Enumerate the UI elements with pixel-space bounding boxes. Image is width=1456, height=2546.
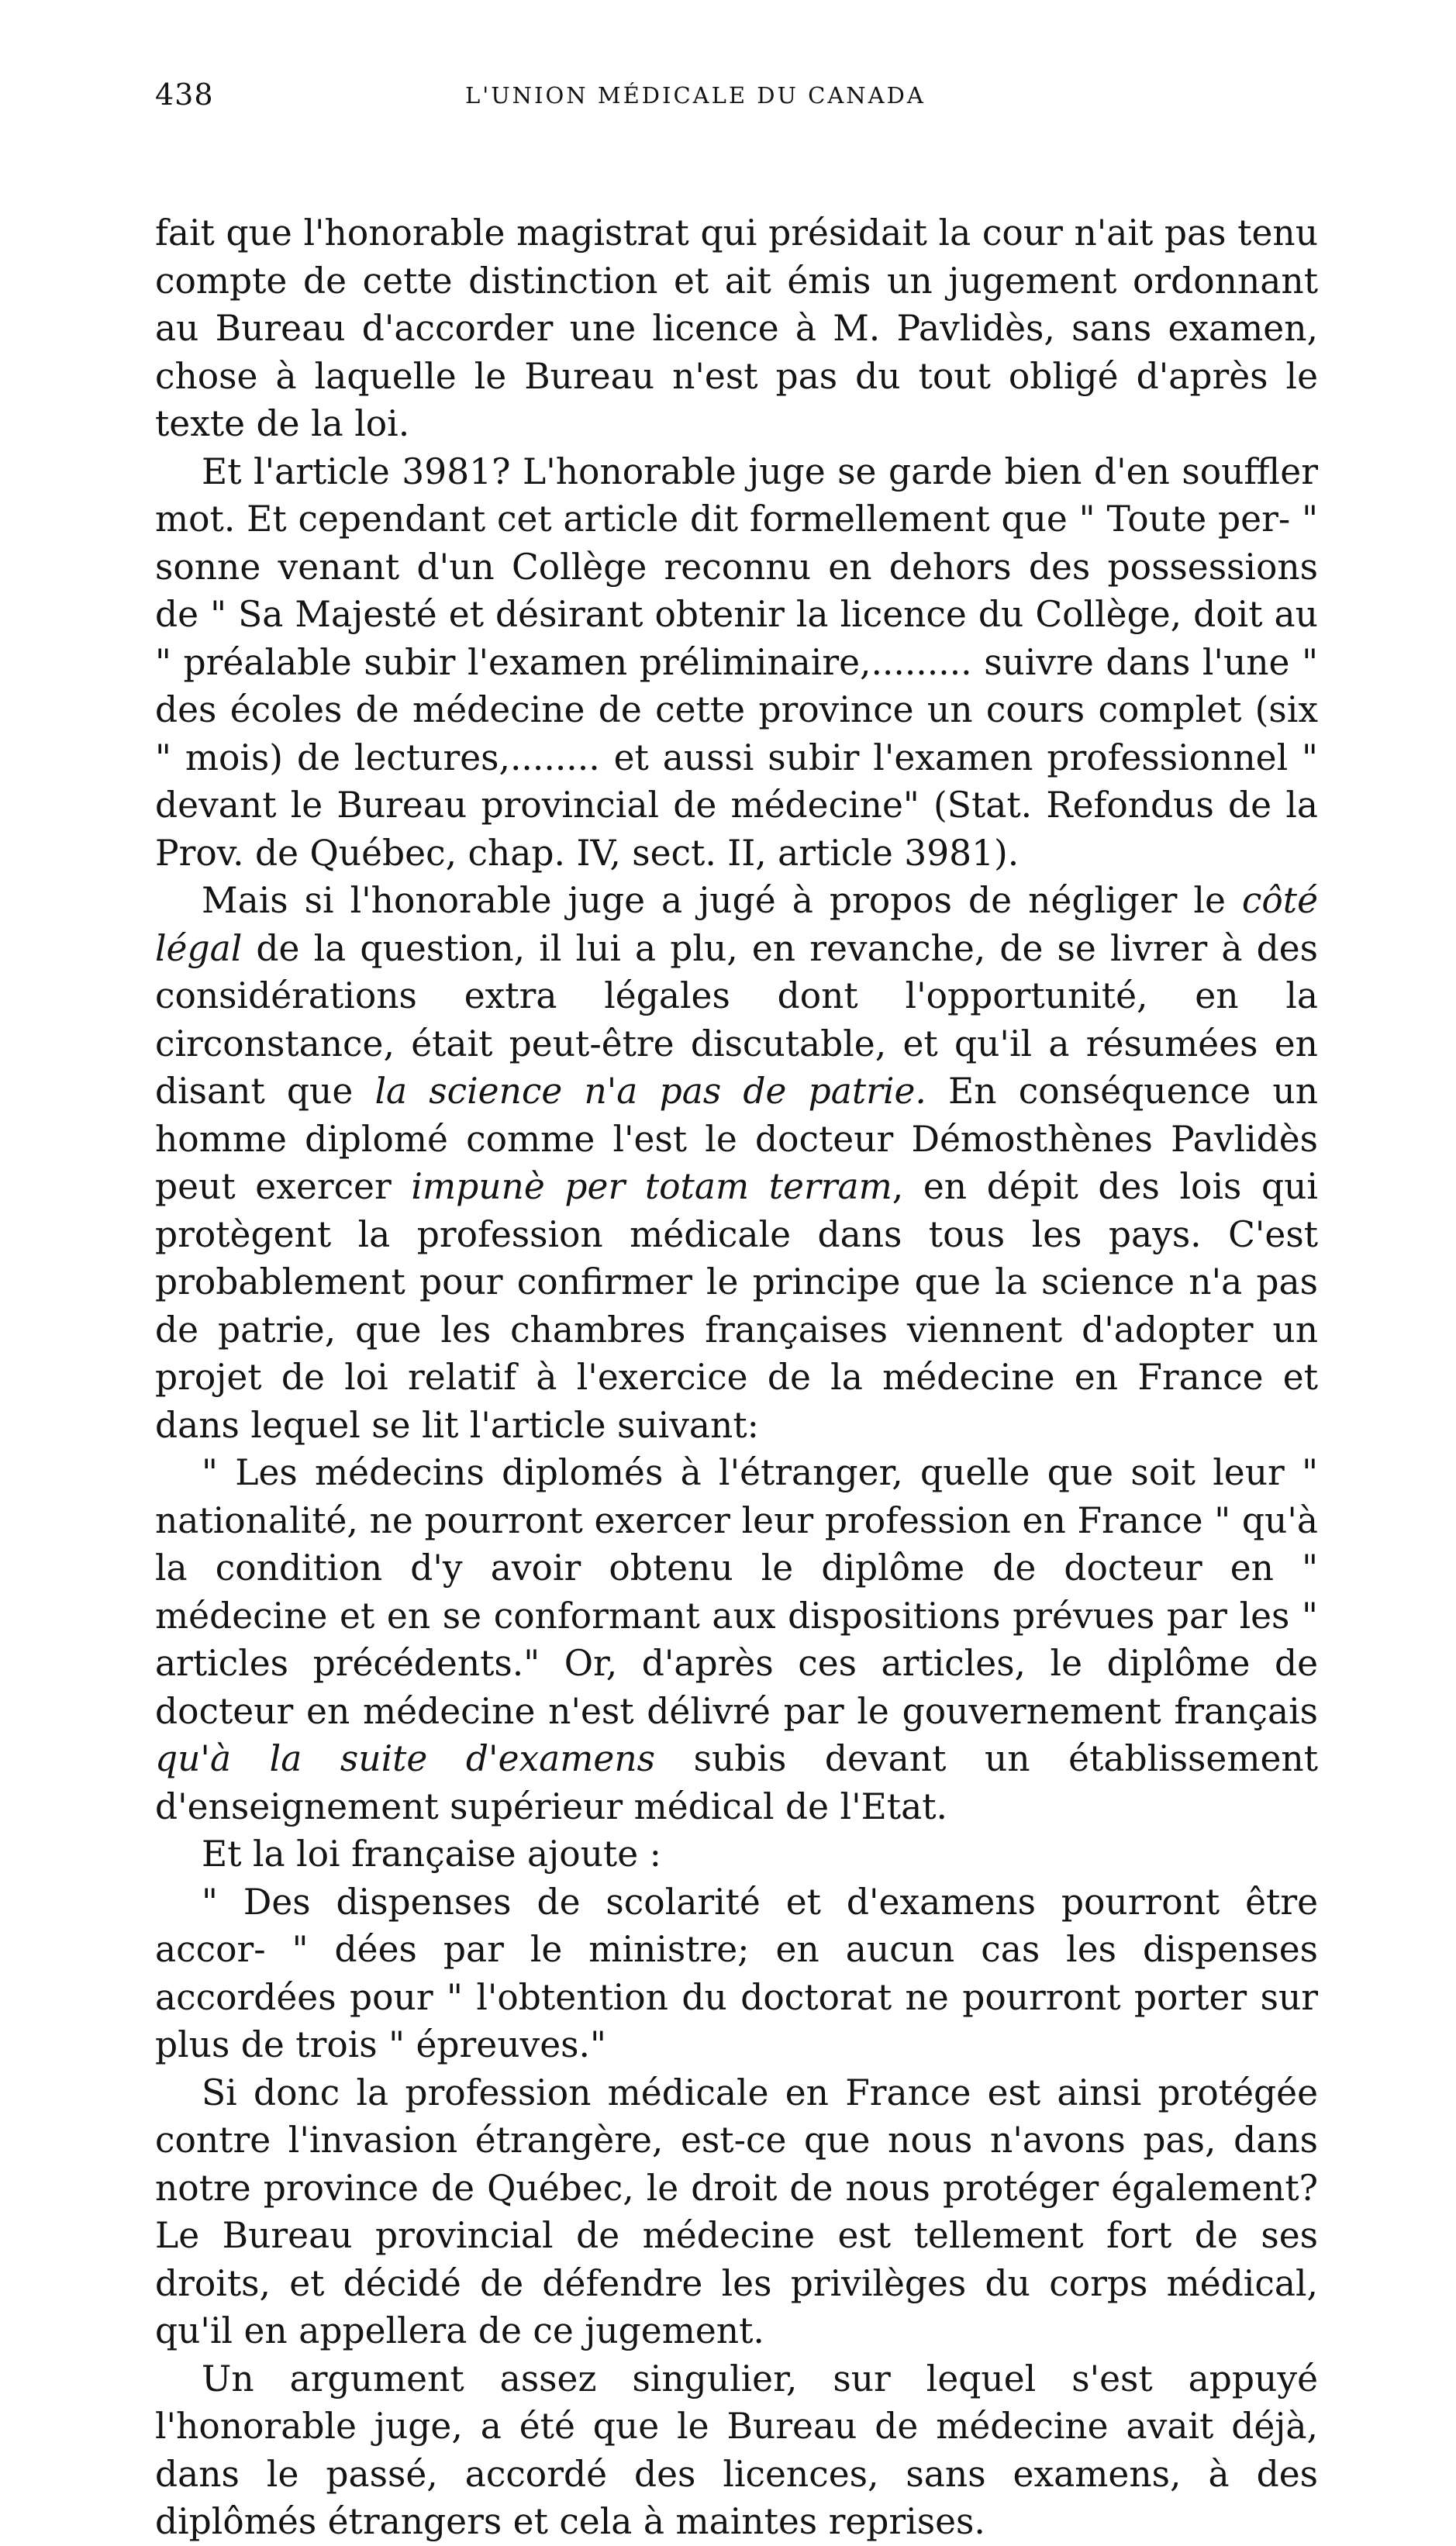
paragraph-text: , en dépit des lois qui protègent la profession médicale dans tous les pays. C'est probablement pour confirmer le principe que la science n'a pas de patrie, que les chambres françaises viennent d'adopter un projet de loi relatif à l'exercice de la médecine en France et dans lequel se lit l'article suivant: [155,1166,1318,1446]
paragraph-text: Si donc la profession médicale en France est ainsi protégée contre l'invasion étrangère, est-ce que nous n'avons pas, dans notre province de Québec, le droit de nous protéger également? Le Bureau provincial de médecine est tellement fort de ses droits, et décidé de défendre les privilèges du corps médical, qu'il en appellera de ce jugement. [155,2072,1318,2351]
running-head: L'UNION MÉDICALE DU CANADA [465,82,926,109]
paragraph-text: " Des dispenses de scolarité et d'examens pourront être accor- " dées par le ministre; en aucun cas les dispenses accordées pour " l'obtention du doctorat ne pourront porter sur plus de trois " épreuves." [155,1881,1318,2065]
page-number: 438 [155,78,214,112]
paragraph-text: Mais si l'honorable juge a jugé à propos de négliger le [202,880,1242,921]
paragraph [155,877,1318,1449]
paragraph [155,448,1318,878]
italic-text: la science n'a pas de patrie. [374,1071,926,1112]
page [155,78,1318,2546]
quoted-law-paragraph [155,1449,1318,1830]
paragraph-text: En conséquence un homme diplomé comme l'est le docteur Démosthènes Pavlidès peut exercer [155,1071,1319,1207]
page-header [155,78,1318,132]
article-body [155,209,1318,2546]
paragraph-text: fait que l'honorable magistrat qui présidait la cour n'ait pas tenu compte de cette distinction et ait émis un jugement ordonnant au Bureau d'accorder une licence à M. Pavlidès, sans examen, chose à laquelle le Bureau n'est pas du tout obligé d'après le texte de la loi. [155,212,1318,444]
paragraph-text: Et l'article 3981? L'honorable juge se garde bien d'en souffler mot. Et cependant cet article dit formellement que " Toute per- " sonne venant d'un Collège reconnu en dehors des possessions de " Sa Majesté et désirant obtenir la licence du Collège, doit au " préalable subir l'examen préliminaire,......... suivre dans l'une " des écoles de médecine de cette province un cours complet (six " mois) de lectures,........ et aussi subir l'examen professionnel " devant le Bureau provincial de médecine" (Stat. Refondus de la Prov. de Québec, chap. IV, sect. II, article 3981). [155,450,1318,874]
paragraph [155,1830,1318,1878]
paragraph-text: subis devant un établissement d'enseignement supérieur médical de l'Etat. [155,1738,1318,1827]
paragraph-text: Un argument assez singulier, sur lequel s'est appuyé l'honorable juge, a été que le Bureau de médecine avait déjà, dans le passé, accordé des licences, sans examens, à des diplômés étrangers et cela à maintes reprises. [155,2358,1318,2542]
italic-text: qu'à la suite d'examens [155,1738,656,1779]
quoted-law-paragraph [155,1878,1318,2069]
paragraph [155,2355,1318,2546]
italic-text: côté légal [155,880,1318,969]
paragraph-text: de la question, il lui a plu, en revanche, de se livrer à des considérations extra légales dont l'opportunité, en la circonstance, était peut-être discutable, et qu'il a résumées en disant que [155,927,1318,1112]
paragraph-text: Et la loi française ajoute : [202,1834,661,1875]
paragraph-text: " Les médecins diplomés à l'étranger, quelle que soit leur " nationalité, ne pourront exercer leur profession en France " qu'à la condition d'y avoir obtenu le diplôme de docteur en " médecine et en se conformant aux dispositions prévues par les " articles précédents." Or, d'après ces articles, le diplôme de docteur en médecine n'est délivré par le gouvernement français [155,1452,1318,1732]
paragraph [155,2069,1318,2355]
paragraph [155,209,1318,448]
italic-text: impunè per totam terram [411,1166,892,1207]
